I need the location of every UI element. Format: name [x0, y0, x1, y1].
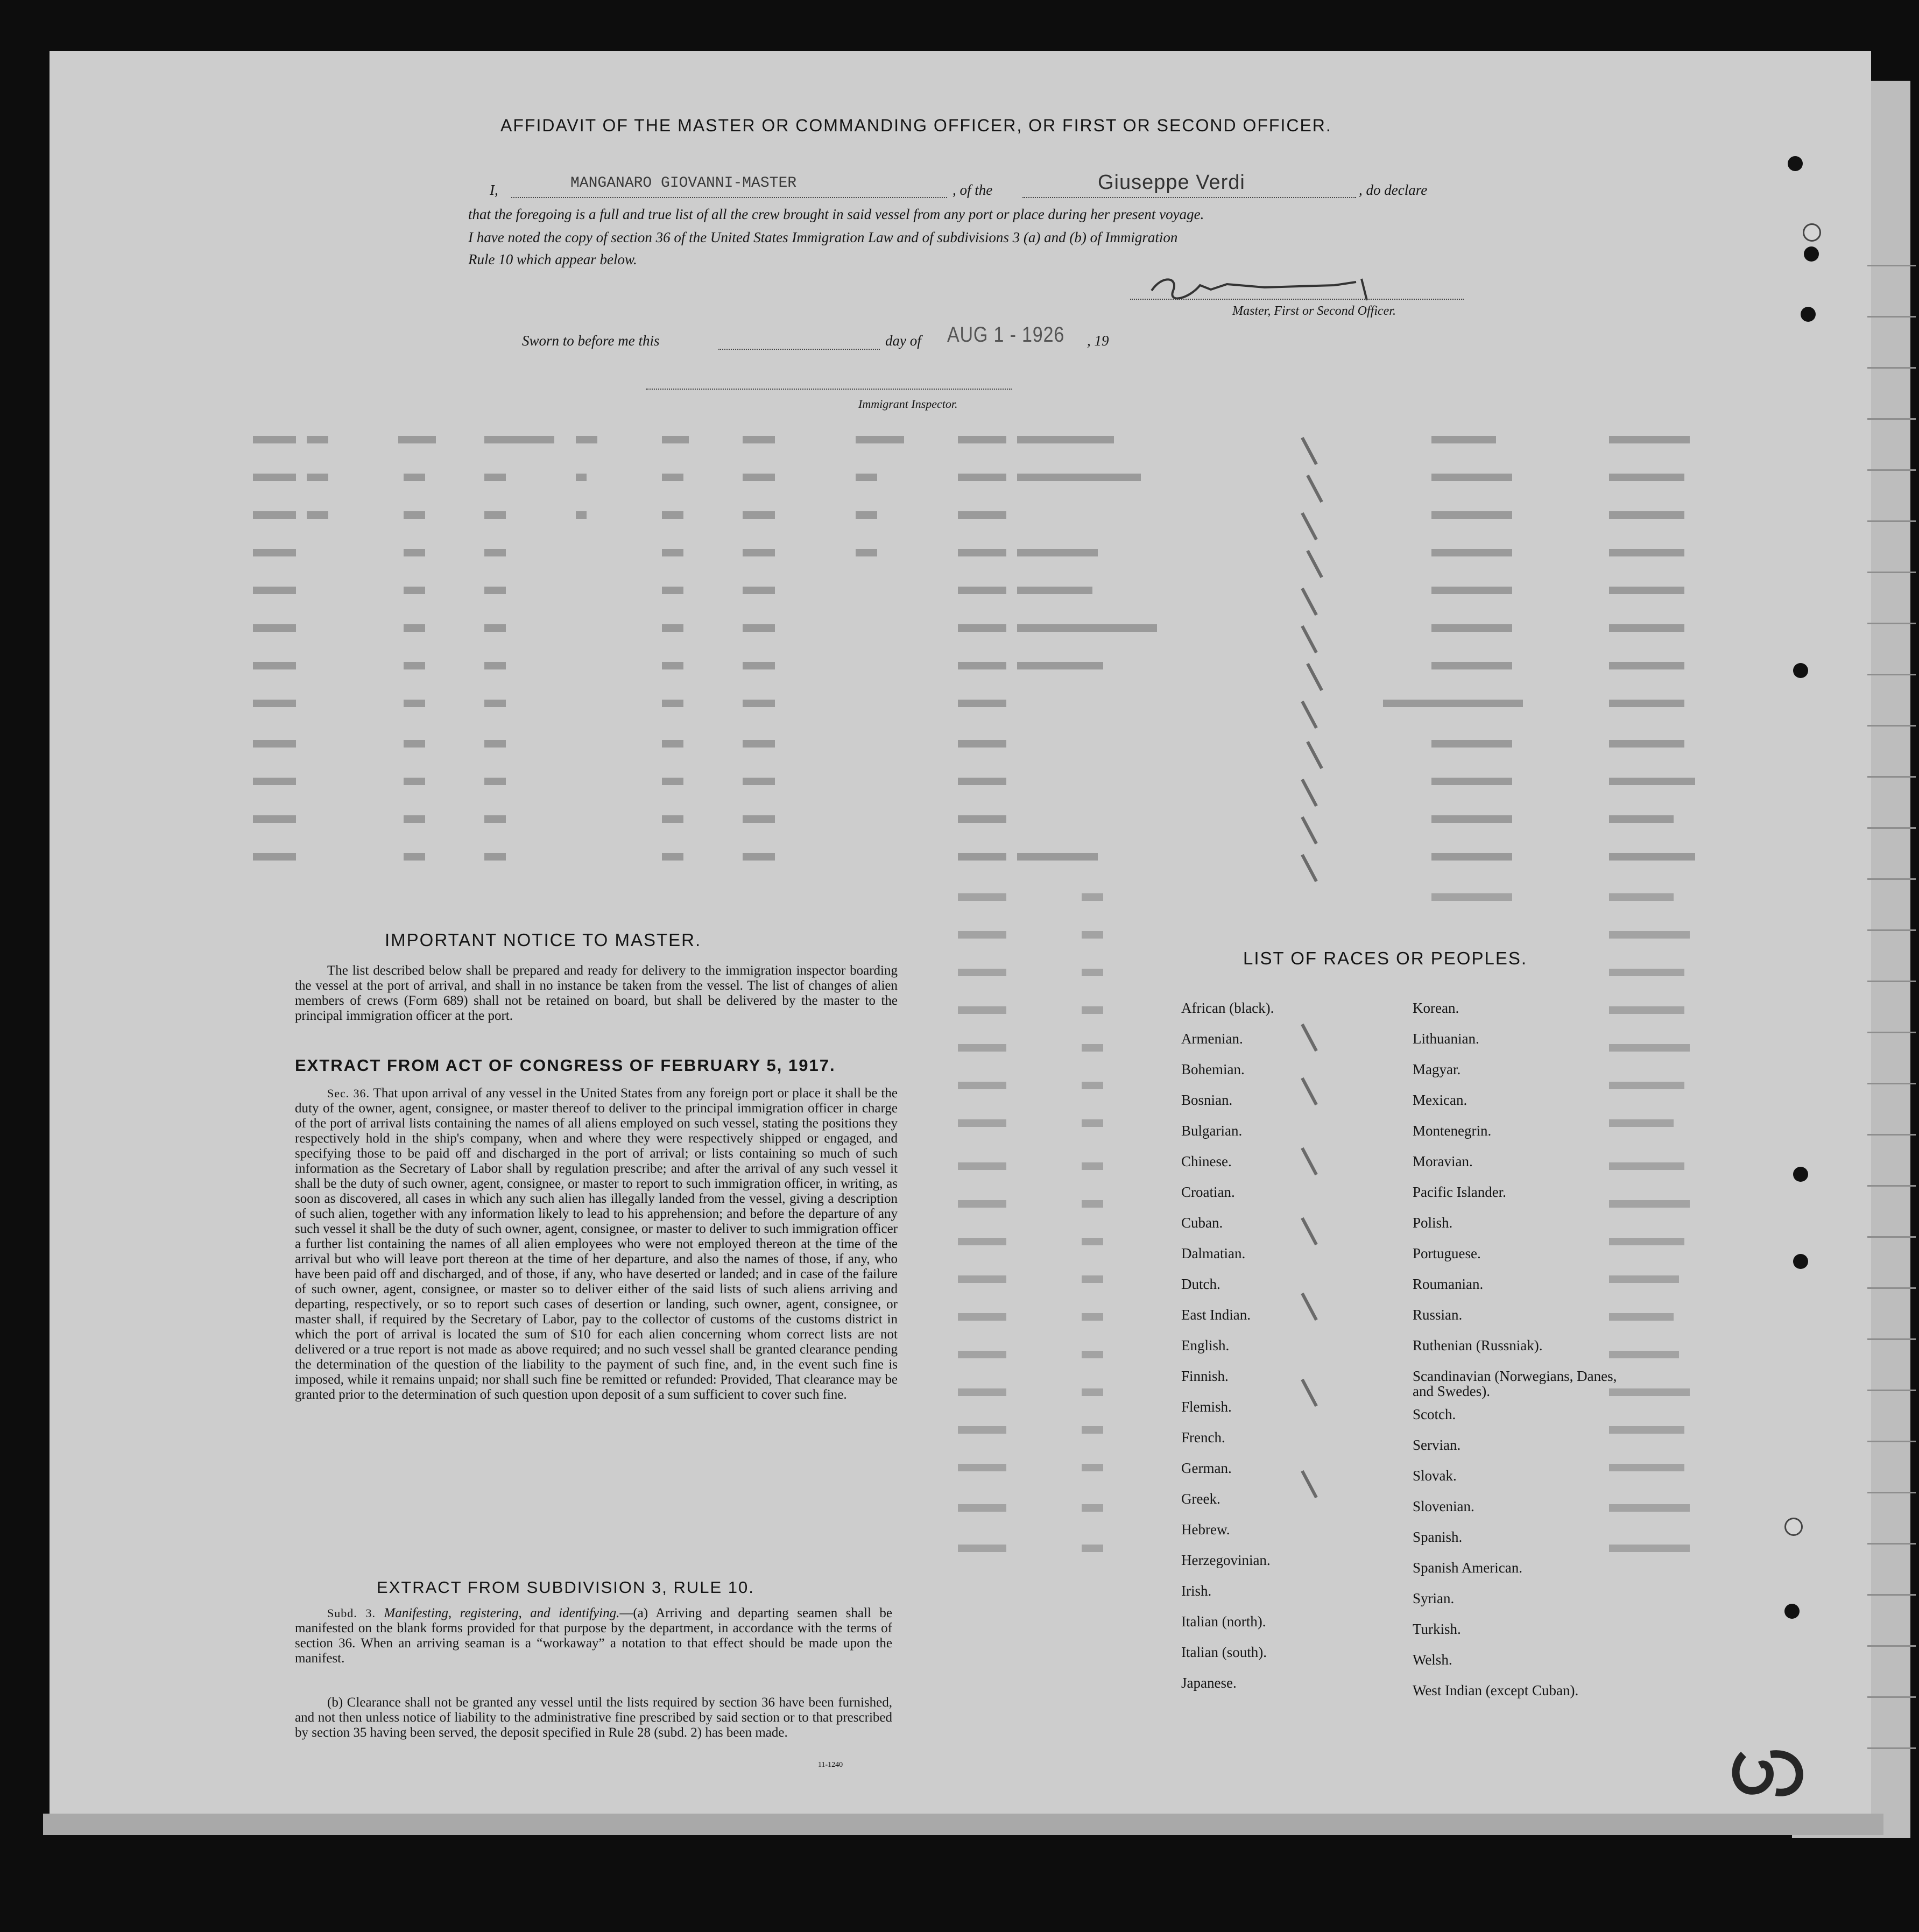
race-item: Korean.	[1413, 1000, 1459, 1016]
race-item: Syrian.	[1413, 1590, 1455, 1606]
race-item: Russian.	[1413, 1307, 1463, 1323]
day-of-label: day of	[885, 333, 921, 349]
race-item: Spanish American.	[1413, 1560, 1522, 1576]
master-name: MANGANARO GIOVANNI-MASTER	[570, 175, 797, 192]
extract-rule-title: EXTRACT FROM SUBDIVISION 3, RULE 10.	[377, 1578, 754, 1597]
affidavit-line-3: I have noted the copy of section 36 of the United States Immigration Law and of subdivisions 3 (a) and (b) of Immigration	[468, 229, 1178, 245]
race-item: Welsh.	[1413, 1652, 1452, 1668]
race-item: Bulgarian.	[1181, 1123, 1243, 1139]
race-item: Flemish.	[1181, 1399, 1232, 1415]
punch-hole	[1793, 1254, 1808, 1269]
punch-hole	[1793, 1167, 1808, 1182]
signature-line	[1130, 299, 1464, 300]
sec-36-text: That upon arrival of any vessel in the United States from any foreign port or place it shall be the duty of the owner, agent, consignee, or master thereof to deliver to the principal immigration officer in charge of the port of arrival lists containing the names of all aliens employed on such vessel, stating the positions they respectively hold in the ship's company, when and where they were respectively shipped or engaged, and specifying those to be paid off and discharged in the port of arrival; or lists containing so much of such information as the Secretary of Labor shall by regulation prescribe; and after the arrival of any such vessel it shall be the duty of such owner, agent, consignee, or master to report to such immigration officer, in writing, as soon as discovered, all cases in which any such alien has illegally landed from the vessel, giving a description of such alien, together with any information likely to lead to his apprehension; and before the departure of any such vessel it shall be the duty of such owner, agent, consignee, or master to deliver to such immigration officer a further list containing the names of all alien employees who were not employed thereon at the time of the arrival but who will leave port thereon at the time of her departure, and also the names of those, if any, who have been paid off and discharged, and of those, if any, who have deserted or landed; and in case of the failure of such owner, agent, consignee, or master so to deliver either of the said lists of such aliens arriving and departing, respectively, or so to report such cases of desertion or landing, such owner, agent, consignee, or master shall, if required by the Secretary of Labor, pay to the collector of customs of the customs district in which the port of arrival is located the sum of $10 for each alien concerning whom correct lists are not delivered or a true report is not made as above required; and no such vessel shall be granted clearance pending the determination of the question of the liability to the payment of such fine, and, in the event such fine is imposed, while it remains unpaid; nor shall such fine be remitted or refunded: Provided, That clearance may be granted prior to the determination of such question upon deposit of a sum sufficient to cover such fine.	[295, 1086, 898, 1402]
sec-label: Sec. 36.	[327, 1087, 370, 1100]
race-item: Moravian.	[1413, 1153, 1473, 1169]
race-item: Ruthenian (Russniak).	[1413, 1337, 1543, 1353]
rule-heading: Manifesting, registering, and identifying.	[384, 1606, 620, 1620]
rule-part-a	[295, 1606, 892, 1666]
race-item: Servian.	[1413, 1437, 1461, 1453]
race-item: East Indian.	[1181, 1307, 1251, 1323]
race-item: Portuguese.	[1413, 1245, 1481, 1261]
races-column-1	[1181, 993, 1396, 1698]
extract-act-title: EXTRACT FROM ACT OF CONGRESS OF FEBRUARY 5, 1917.	[295, 1056, 836, 1075]
affidavit-prefix: I,	[490, 182, 498, 198]
vessel-name: Giuseppe Verdi	[1098, 171, 1245, 194]
page-number-mark	[1727, 1738, 1814, 1808]
race-item: Hebrew.	[1181, 1521, 1230, 1538]
punch-hole	[1788, 156, 1803, 171]
race-item: West Indian (except Cuban).	[1413, 1682, 1579, 1698]
race-item: Cuban.	[1181, 1215, 1223, 1231]
inspector-caption: Immigrant Inspector.	[858, 397, 958, 411]
race-item: Montenegrin.	[1413, 1123, 1492, 1139]
extract-act-text	[295, 1086, 898, 1402]
vessel-line	[1022, 197, 1356, 198]
race-item: Polish.	[1413, 1215, 1453, 1231]
race-item: Italian (south).	[1181, 1644, 1267, 1660]
race-item: Bohemian.	[1181, 1061, 1245, 1077]
affidavit-line-2: that the foregoing is a full and true list of all the crew brought in said vessel from any port or place during her present voyage.	[468, 206, 1204, 222]
inspector-line	[646, 389, 1012, 390]
race-item: Dutch.	[1181, 1276, 1220, 1292]
race-item: Bosnian.	[1181, 1092, 1233, 1108]
affidavit-title: AFFIDAVIT OF THE MASTER OR COMMANDING OFFICER, OR FIRST OR SECOND OFFICER.	[500, 116, 1332, 135]
subd-label: Subd. 3.	[327, 1606, 376, 1620]
race-item: African (black).	[1181, 1000, 1274, 1016]
rule-a-text: —(a) Arriving and departing seamen shall be manifested on the blank forms provided for that purpose by the department, in accordance with the terms of section 36. When an arriving seaman is a “workaway” a notation to that effect should be made upon the manifest.	[295, 1606, 893, 1666]
punch-hole	[1784, 1518, 1803, 1536]
sworn-label: Sworn to before me this	[522, 333, 660, 349]
race-item: Chinese.	[1181, 1153, 1232, 1169]
race-item: Slovenian.	[1413, 1498, 1474, 1514]
notice-title: IMPORTANT NOTICE TO MASTER.	[385, 930, 702, 950]
rule-part-b: (b) Clearance shall not be granted any vessel until the lists required by section 36 have been furnished, and not then unless notice of liability to the administrative fine prescribed by said section or to that prescribed by section 35 having been served, the deposit specified in Rule 28 (subd. 2) has been made.	[295, 1695, 892, 1740]
race-item: German.	[1181, 1460, 1232, 1476]
race-item: Dalmatian.	[1181, 1245, 1246, 1261]
of-the-label: , of the	[953, 182, 993, 198]
ruled-lines-edge	[1867, 215, 1916, 1776]
race-item: Pacific Islander.	[1413, 1184, 1506, 1200]
race-item: French.	[1181, 1429, 1225, 1446]
date-stamp: AUG 1 - 1926	[947, 323, 1065, 347]
race-item: Italian (north).	[1181, 1613, 1266, 1630]
form-number: 11-1240	[818, 1761, 843, 1769]
race-item: Roumanian.	[1413, 1276, 1484, 1292]
race-item: Turkish.	[1413, 1621, 1461, 1637]
race-item: Croatian.	[1181, 1184, 1235, 1200]
race-item: Herzegovinian.	[1181, 1552, 1271, 1568]
race-item: Lithuanian.	[1413, 1031, 1479, 1047]
punch-hole	[1793, 663, 1808, 678]
master-signature	[1141, 269, 1431, 307]
race-item: Irish.	[1181, 1583, 1212, 1599]
punch-hole	[1804, 246, 1819, 262]
race-item: Spanish.	[1413, 1529, 1463, 1545]
punch-hole	[1803, 223, 1821, 242]
race-item: Armenian.	[1181, 1031, 1243, 1047]
do-declare-label: , do declare	[1359, 182, 1428, 198]
affidavit-line-4: Rule 10 which appear below.	[468, 251, 637, 267]
race-item: Greek.	[1181, 1491, 1220, 1507]
races-column-2	[1413, 993, 1639, 1706]
race-item: Scotch.	[1413, 1406, 1456, 1422]
race-item: Scandinavian (Norwegians, Danes, and Swedes).	[1413, 1368, 1617, 1399]
race-item: Magyar.	[1413, 1061, 1461, 1077]
name-line	[511, 197, 947, 198]
race-item: Mexican.	[1413, 1092, 1468, 1108]
signature-caption: Master, First or Second Officer.	[1232, 304, 1396, 318]
race-item: Slovak.	[1413, 1468, 1457, 1484]
punch-hole	[1784, 1604, 1800, 1619]
race-item: Finnish.	[1181, 1368, 1229, 1384]
sheet-bottom-edge	[43, 1814, 1883, 1835]
sworn-day-line	[718, 349, 880, 350]
notice-text: The list described below shall be prepared and ready for delivery to the immigration inspector boarding the vessel at the port of arrival, and shall in no instance be taken from the vessel. The list of changes of alien members of crews (Form 689) shall not be retained on board, but shall be delivered by the master to the principal immigration officer at the port.	[295, 963, 898, 1023]
race-item: Japanese.	[1181, 1675, 1237, 1691]
year-suffix: , 19	[1087, 333, 1109, 349]
punch-hole	[1801, 307, 1816, 322]
race-item: English.	[1181, 1337, 1230, 1353]
races-title: LIST OF RACES OR PEOPLES.	[1243, 948, 1528, 968]
